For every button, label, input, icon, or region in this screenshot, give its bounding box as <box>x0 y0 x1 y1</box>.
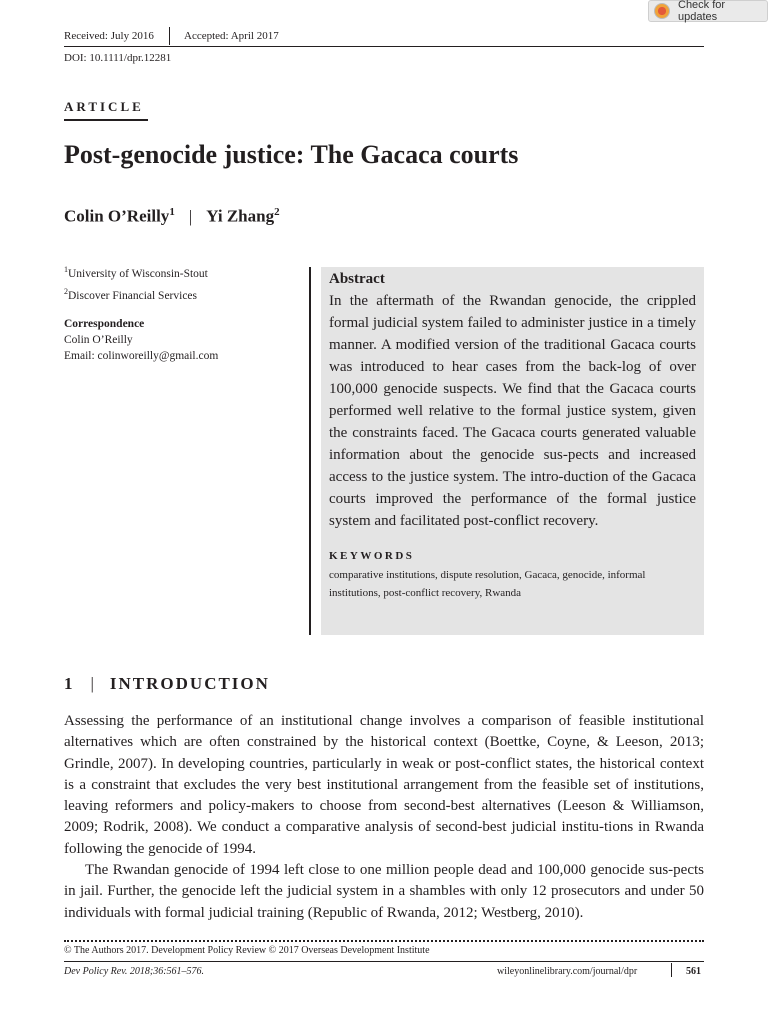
affiliation-mark: 1 <box>64 265 68 274</box>
author-separator: | <box>188 206 193 226</box>
author-name[interactable]: Colin O’Reilly <box>64 206 170 226</box>
author-list <box>64 206 280 227</box>
author-affiliation-mark: 2 <box>274 206 280 218</box>
keywords-text: comparative institutions, dispute resolution, Gacaca, genocide, informal institutions, post-conflict recovery, Rwanda <box>329 569 646 599</box>
affiliation-text: University of Wisconsin-Stout <box>68 267 208 280</box>
footer-rule <box>64 961 704 962</box>
affiliation-mark: 2 <box>64 287 68 296</box>
header-divider <box>169 27 170 45</box>
keywords-heading: KEYWORDS <box>329 550 415 562</box>
affiliation-2 <box>64 287 197 302</box>
affiliation-1 <box>64 265 208 280</box>
article-type-underline <box>64 119 148 121</box>
author-affiliation-mark: 1 <box>169 206 175 218</box>
section-separator: | <box>90 674 94 693</box>
footer-divider <box>671 963 672 977</box>
header-rule <box>64 46 704 47</box>
author-name[interactable]: Yi Zhang <box>206 206 275 226</box>
paper-title: Post-genocide justice: The Gacaca courts <box>64 140 519 169</box>
crossmark-icon <box>654 3 670 19</box>
article-type-label: ARTICLE <box>64 99 144 114</box>
abstract-heading: Abstract <box>329 271 385 287</box>
journal-url[interactable]: wileyonlinelibrary.com/journal/dpr <box>497 966 638 977</box>
affiliation-text: Discover Financial Services <box>68 289 198 302</box>
correspondence-name: Colin O’Reilly <box>64 334 133 346</box>
section-heading <box>64 674 270 694</box>
correspondence-email[interactable]: Email: colinworeilly@gmail.com <box>64 350 219 362</box>
body-text <box>64 711 704 924</box>
paragraph: The Rwandan genocide of 1994 left close to one million people dead and 100,000 genocide sus-pects in jail. Further, the genocide left the judicial system in a shambles with only 12 prosecutors and under 50 individuals with formal judicial training (Republic of Rwanda, 2012; Westberg, 2010). <box>64 862 704 921</box>
abstract-text: In the aftermath of the Rwandan genocide, the crippled formal judicial system failed to administer justice in a timely manner. A modified version of the traditional Gacaca courts was introduced to hear cases from the back-log of over 100,000 genocide suspects. We find that the Gacaca courts performed well relative to the formal justice system, given the constraints faced. The Gacaca courts generated valuable information about the genocide sus-pects and increased access to the justice system. The intro-duction of the Gacaca courts improved the performance of the formal justice system and facilitated post-conflict recovery. <box>329 293 696 529</box>
section-number: 1 <box>64 674 75 693</box>
accepted-date: Accepted: April 2017 <box>184 30 279 42</box>
abstract-panel <box>321 267 704 635</box>
check-for-updates-label: Check for updates <box>678 0 726 23</box>
abstract-divider <box>309 267 311 635</box>
section-title: INTRODUCTION <box>109 674 270 693</box>
paragraph: Assessing the performance of an institutional change involves a comparison of feasible institutional alternatives which are often constrained by the historical context (Boettke, Coyne, & Leeson, 2013; Grindle, 2007). In developing countries, particularly in weak or post-conflict states, the historical context is a constraint that excludes the very best institutional arrangement from the feasible set of institutions, leaving reformers and policy-makers to choose from second-best alternatives (Leeson & Williamson, 2009; Rodrik, 2008). We conduct a comparative analysis of second-best judicial institu-tions in Rwanda following the genocide of 1994. <box>64 713 704 857</box>
doi-link[interactable]: DOI: 10.1111/dpr.12281 <box>64 52 172 64</box>
check-for-updates-button[interactable] <box>648 0 768 22</box>
page-number: 561 <box>686 966 701 977</box>
footnote-divider <box>64 940 704 942</box>
journal-citation: Dev Policy Rev. 2018;36:561–576. <box>64 966 205 977</box>
received-date: Received: July 2016 <box>64 30 154 42</box>
correspondence-heading: Correspondence <box>64 318 145 330</box>
copyright-notice: © The Authors 2017. Development Policy Review © 2017 Overseas Development Institute <box>64 945 430 956</box>
